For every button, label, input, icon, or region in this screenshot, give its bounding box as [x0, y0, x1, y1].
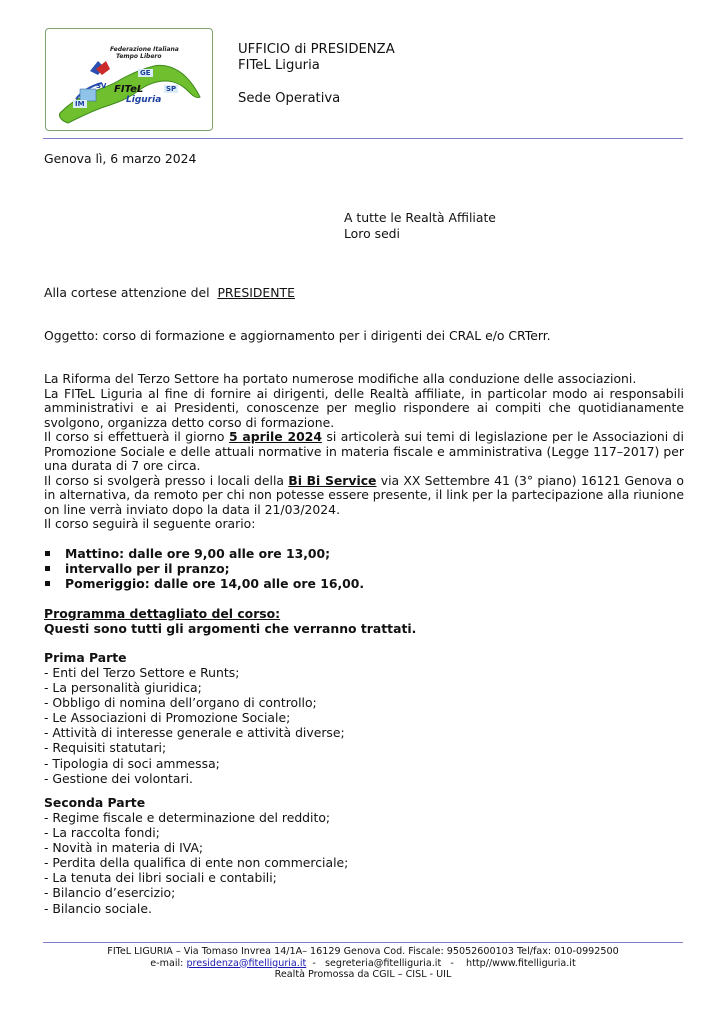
list-item: - Tipologia di soci ammessa; [44, 755, 220, 771]
footer-separator: - segreteria@fitelliguria.it - [306, 957, 467, 969]
seat-label: Sede Operativa [238, 91, 341, 106]
subject-line: Oggetto: corso di formazione e aggiornamento per i dirigenti dei CRAL e/o CRTerr. [44, 328, 551, 343]
part1-title: Prima Parte [44, 650, 127, 665]
list-item: - La tenuta dei libri sociali e contabili; [44, 870, 277, 886]
fitel-logo [45, 28, 213, 131]
list-item: - Bilancio d’esercizio; [44, 885, 176, 901]
attention-prefix: Alla cortese attenzione del [44, 285, 210, 300]
footer-divider [43, 942, 683, 943]
logo-region: Liguria [126, 95, 162, 105]
program-subtitle: Questi sono tutti gli argomenti che verranno trattati. [44, 621, 417, 636]
schedule-item-afternoon: Pomeriggio: dalle ore 14,00 alle ore 16,00. [44, 577, 364, 592]
logo-org-name: Federazione Italiana Tempo Libero [110, 46, 179, 60]
square-bullet-icon [45, 581, 50, 586]
list-item: - Regime fiscale e determinazione del reddito; [44, 810, 331, 825]
footer-address: FITeL LIGURIA – Via Tomaso Invrea 14/1A– 16129 Genova Cod. Fiscale: 95052600103 Tel/fax: 010-0992500 [107, 946, 619, 957]
footer-contacts: e-mail: presidenza@fitelliguria.it - segreteria@fitelliguria.it - http//www.fitelliguria.it [150, 957, 576, 969]
list-item: - Requisiti statutari; [44, 740, 167, 756]
course-date: 5 aprile 2024 [228, 429, 322, 444]
list-item: - Attività di interesse generale e attività diverse; [44, 725, 345, 741]
attention-line [44, 285, 295, 301]
program-title: Programma dettagliato del corso: [44, 606, 281, 621]
venue-paragraph: Il corso si svolgerà presso i locali della Bi Bi Service via XX Settembre 41 (3° piano) 16121 Genova o in alternativa, da remoto per chi non potesse essere presente, il link per la partecipazione alla riunione on line verrà inviato dopo la data il 21/03/2024. [44, 472, 684, 517]
venue-name: Bi Bi Service [288, 472, 377, 488]
office-title: UFFICIO di PRESIDENZA [238, 42, 395, 57]
list-item: - La raccolta fondi; [44, 825, 160, 841]
intro-paragraph-2: La FITeL Liguria al fine di fornire ai dirigenti, delle Realtà affiliate, in particolar modo ai responsabili amministrativi e ai Presidenti, conoscenze per meglio rispondere ai compiti che quotidianamente svolgono, organizza detto corso di formazione. [44, 385, 684, 430]
part1-list [44, 665, 345, 786]
schedule-intro: Il corso seguirà il seguente orario: [44, 516, 256, 531]
place-date: Genova lì, 6 marzo 2024 [44, 151, 197, 166]
schedule-item-morning: Mattino: dalle ore 9,00 alle ore 13,00; [44, 547, 330, 562]
intro-paragraph-1: La Riforma del Terzo Settore ha portato numerose modifiche alla conduzione delle associazioni. [44, 371, 637, 386]
recipient-line2: Loro sedi [344, 226, 400, 241]
footer [43, 946, 683, 981]
list-item: - Perdita della qualifica di ente non commerciale; [44, 855, 349, 871]
website-link[interactable]: http//www.fitelliguria.it [466, 957, 576, 969]
letter-body [44, 372, 684, 532]
footer-promoters: Realtà Promossa da CGIL – CISL - UIL [274, 969, 452, 981]
attention-target: PRESIDENTE [217, 285, 295, 300]
liguria-map-icon [46, 29, 211, 129]
part2-title: Seconda Parte [44, 795, 146, 810]
province-im: IM [75, 100, 85, 108]
province-sv: SV [96, 82, 107, 90]
course-date-paragraph: Il corso si effettuerà il giorno 5 aprile 2024 si articolerà sui temi di legislazione per le Associazioni di Promozione Sociale e delle attuali normative in materia fiscale e amministrativa (Legge 117–2017) per una durata di 7 ore circa. [44, 429, 684, 473]
list-item: - La personalità giuridica; [44, 680, 202, 696]
square-bullet-icon [45, 551, 50, 556]
list-item: - Novità in materia di IVA; [44, 840, 204, 856]
list-item: - Le Associazioni di Promozione Sociale; [44, 710, 291, 726]
presidenza-email-link[interactable]: presidenza@fitelliguria.it [186, 957, 307, 969]
logo-brand: FITeL [114, 84, 144, 95]
part2-list [44, 810, 348, 916]
header-divider [43, 138, 683, 139]
list-item: - Bilancio sociale. [44, 900, 152, 916]
org-name: FITeL Liguria [238, 58, 320, 73]
list-item: - Obbligo di nomina dell’organo di controllo; [44, 695, 317, 711]
list-item: - Enti del Terzo Settore e Runts; [44, 665, 240, 680]
recipient-line1: A tutte le Realtà Affiliate [344, 210, 496, 225]
schedule-item-lunch: intervallo per il pranzo; [44, 562, 230, 577]
list-item: - Gestione dei volontari. [44, 770, 193, 786]
province-sp: SP [166, 85, 177, 93]
square-bullet-icon [45, 566, 50, 571]
province-ge: GE [140, 69, 151, 77]
